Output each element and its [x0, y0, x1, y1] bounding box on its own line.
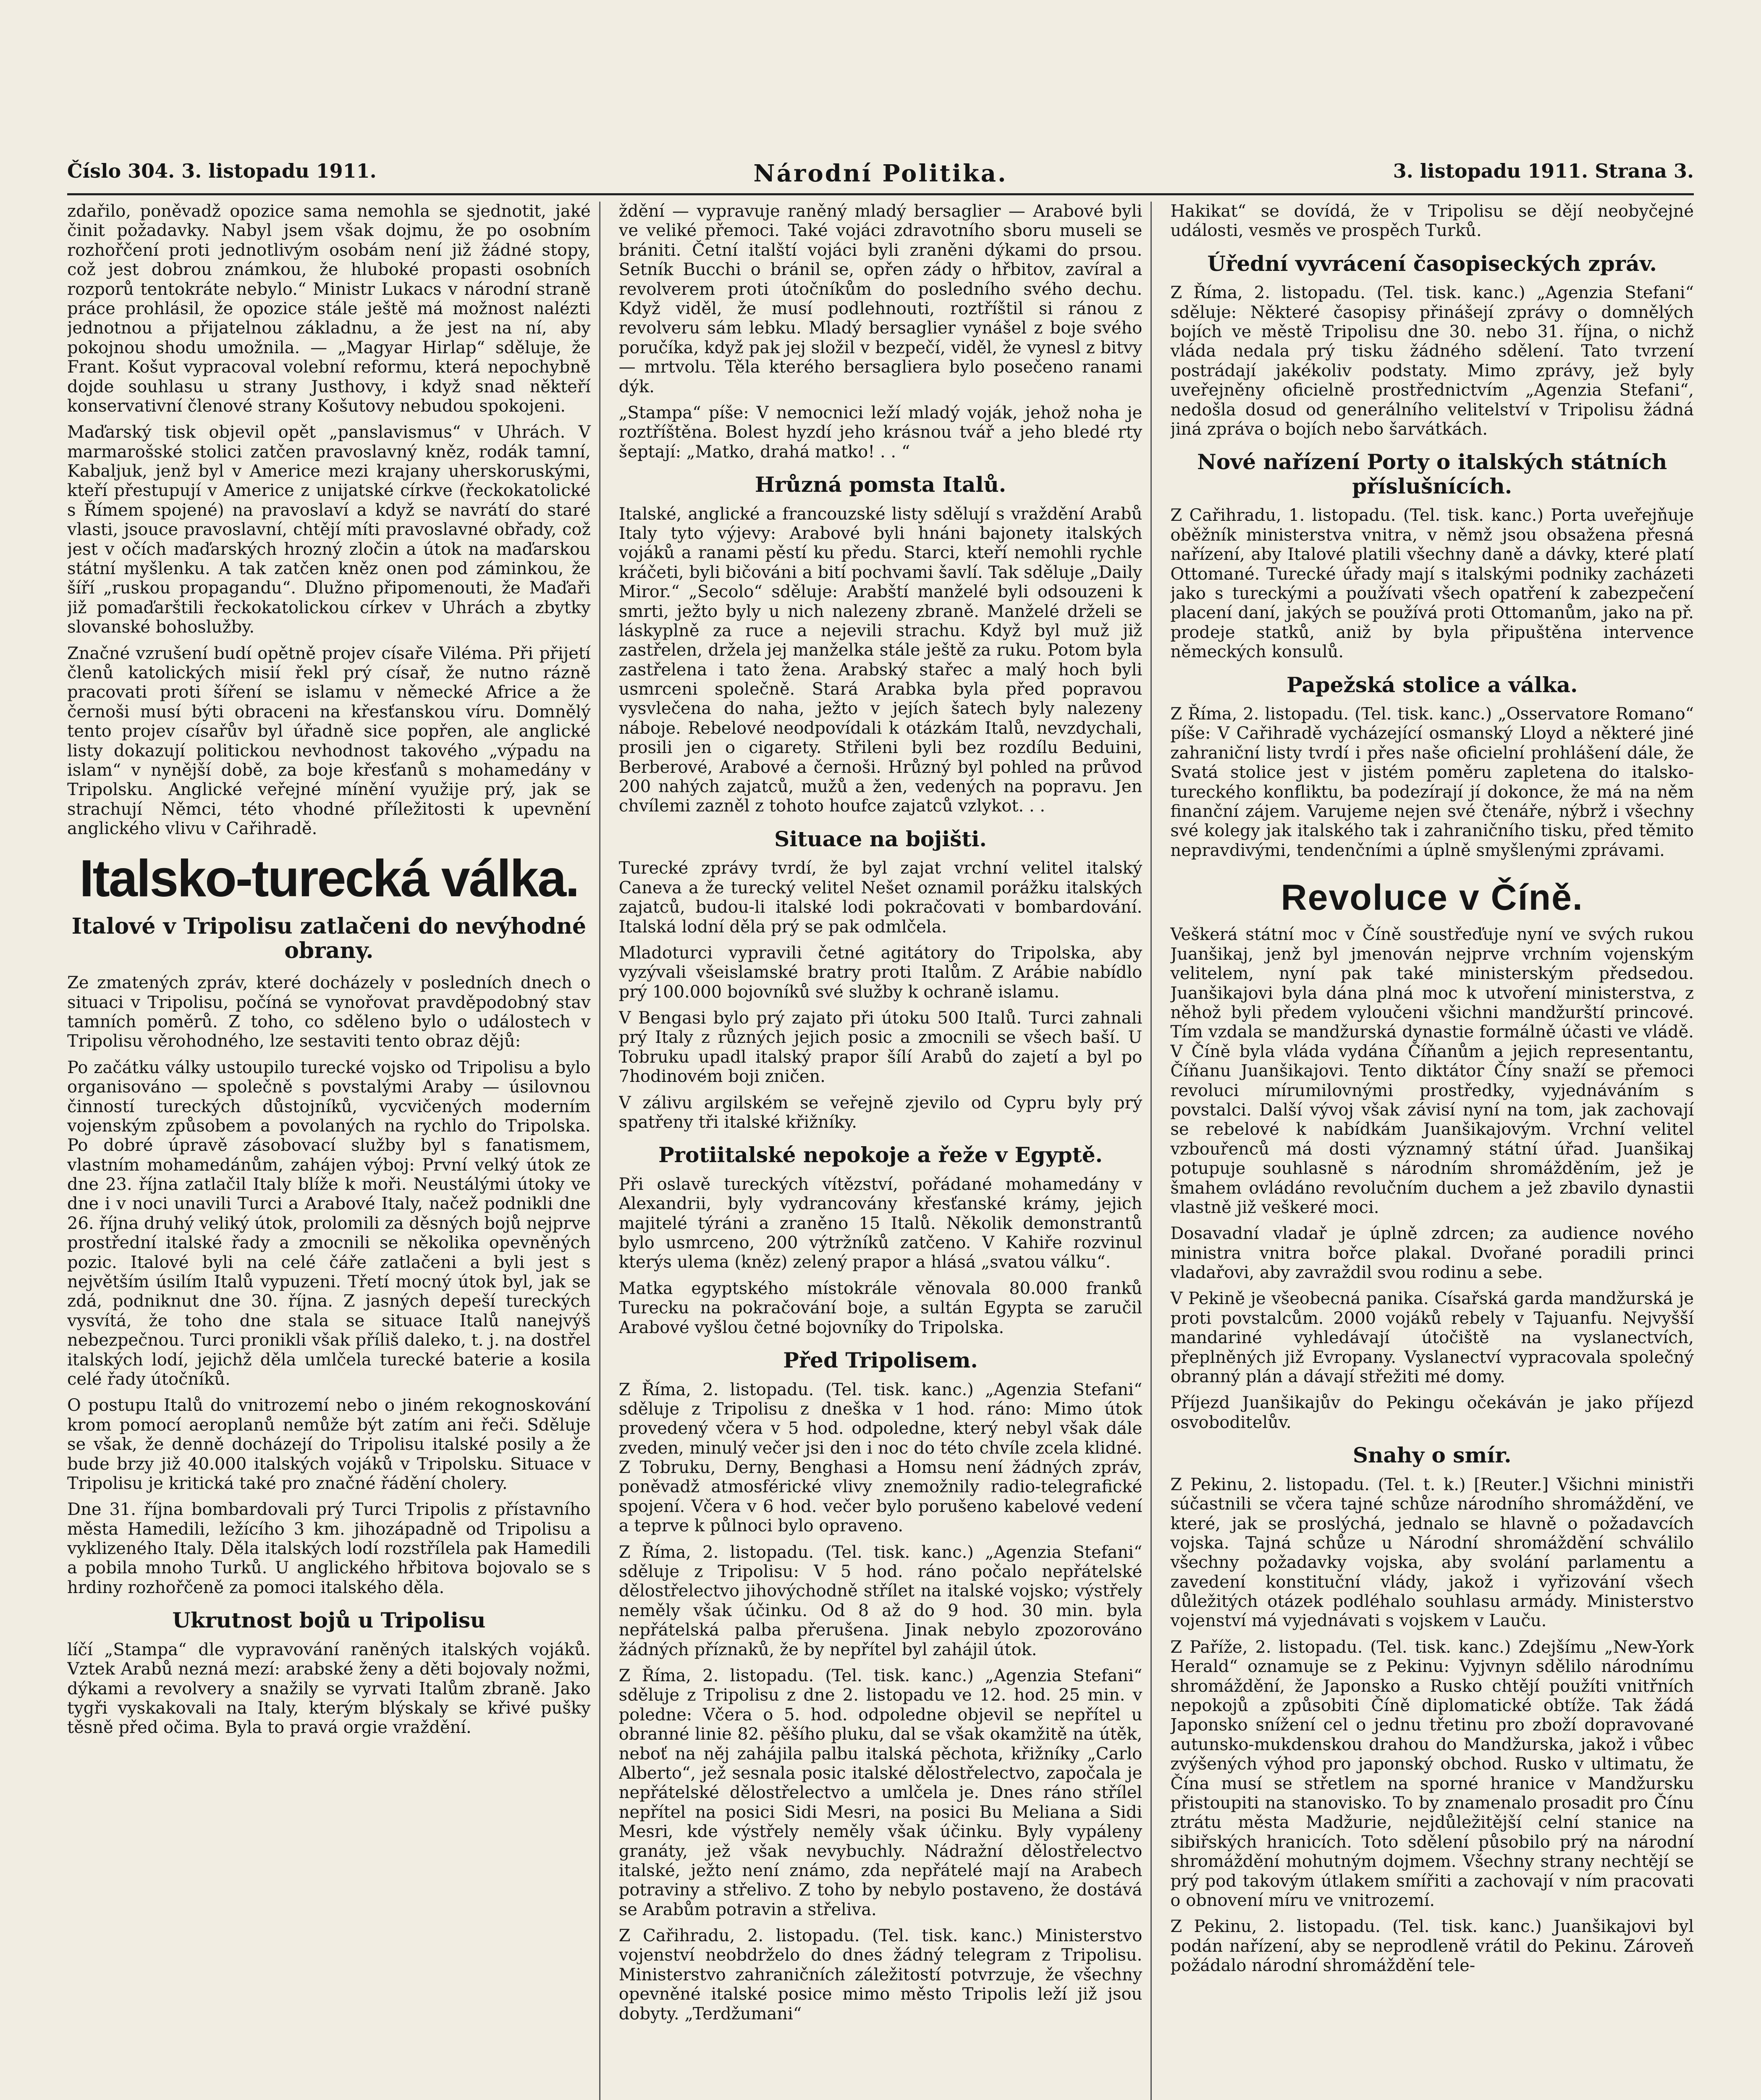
- paragraph: Dne 31. října bombardovali prý Turci Tripolis z přístavního města Hamedili, ležícího 3 km. jihozápadně od Tripolisu a vyklizeného Italy. Děla italských lodí rozstřílela pak Hamedili a pobila mnoho Turků. U anglického hřbitova bojovalo se s hrdiny rozhořčeně za pomoci italského děla.: [67, 1500, 591, 1597]
- paragraph: ždění — vypravuje raněný mladý bersaglier — Arabové byli ve veliké přemoci. Také vojáci zdravotního sboru museli se brániti. Četní italští vojáci byli zraněni dýkami do prsou. Setník Bucchi o bránil se, opřen zády o hřbitov, zavíral a revolverem proti útočníkům do posledního svého dechu. Když viděl, že musí podlehnouti, roztříštil si ránou z revolveru sám lebku. Mladý bersaglier vynášel z boje svého poručíka, když pak jej složil v bezpečí, viděl, že vynesl z bitvy — mrtvolu. Těla kterého bersagliera bylo posečeno ranami dýk.: [618, 202, 1143, 396]
- section-title-war: Italsko-turecká válka.: [79, 849, 579, 908]
- paragraph: Veškerá státní moc v Číně soustřeďuje nyní ve svých rukou Juanšikaj, jenž byl jmenován nejprve vrchním vojenským velitelem, nyní pak také ministerským předsedou. Juanšikajovi byla dána plná moc k utvoření ministerstva, z něhož byli předem vyloučeni všichni mandžurští princové. Tím vzdala se mandžurská dynastie formálně účasti ve vládě. V Číně byla vláda vydána Číňanům a jejich representantu, Číňanu Juanšikajovi. Tento diktátor Číny snaží se přemoci revoluci mírumilovnými prostředky, vyjednáváním s povstalci. Další vývoj však závisí nyní na tom, jak zachovají se rebelové k nabídkám Juanšikajovým. Vrchní velitel vzbouřenců má dosti významný státní úřad. Juanšikaj potupuje souhlasně s národním shromážděním, jež je šmahem ovládáno revolučním duchem a jež zbavilo dynastii vlastně již veškeré moci.: [1170, 925, 1694, 1217]
- column-left: [67, 202, 600, 2100]
- paragraph: V zálivu argilském se veřejně zjevilo od Cypru byly prý spatřeny tři italské křižníky.: [618, 1093, 1143, 1132]
- column-right: [1170, 202, 1694, 2100]
- paragraph: O postupu Italů do vnitrozemí nebo o jiném rekognoskování krom pomocí aeroplanů nemůže být zatím ani řeči. Sděluje se však, že denně docházejí do Tripolisu italské posily a že bude brzy již 40.000 italských vojáků v Tripolsku. Situace v Tripolisu je kritická také pro značné řádění cholery.: [67, 1396, 591, 1493]
- paragraph: Mladoturci vypravili četné agitátory do Tripolska, aby vyzývali všeislamské bratry proti Italům. Z Arábie nabídlo prý 100.000 bojovníků své služby k ochraně islamu.: [618, 943, 1143, 1002]
- column-middle: [619, 202, 1152, 2100]
- paragraph: Z Říma, 2. listopadu. (Tel. tisk. kanc.) „Osservatore Romano“ píše: V Cařihradě vycházející osmanský Lloyd a některé jiné zahraniční listy tvrdí i přes naše oficielní prohlášení dále, že Svatá stolice jest v jistém poměru zapletena do italsko-tureckého konfliktu, ba podezírají jí dokonce, že má na něm finanční zájem. Varujeme nejen své čtenáře, nýbrž i všechny své kolegy jak italského tak i zahraničního tisku, před těmito nepravdivými, tendenčními a úplně smyšlenými zprávami.: [1170, 704, 1694, 860]
- paragraph: „Stampa“ píše: V nemocnici leží mladý voják, jehož noha je roztříštěna. Bolest hyzdí jeho krásnou tvář a jeho bledé rty šeptají: „Matko, drahá matko! . . “: [618, 403, 1143, 462]
- subheading: Protiitalské nepokoje a řeže v Egyptě.: [658, 1142, 1103, 1168]
- paragraph: zdařilo, poněvadž opozice sama nemohla se sjednotit, jaké činit požadavky. Nabyl jsem však dojmu, že po osobním rozhořčení proti jednotlivým osobám není již žádné stopy, což jest dobrou známkou, že hluboké propasti osobních rozporů tentokráte nebylo.“ Ministr Lukacs v národní straně práce prohlásil, že opozice stále ještě má možnost nalézti jednotnou a přijatelnou základnu, a že jest na ní, aby pokojnou shodu umožnila. — „Magyar Hirlap“ sděluje, že Frant. Košut vypracoval volební reformu, která nepochybně dojde souhlasu u strany Justhovy, i když snad někteří konservativní členové strany Košutovy nebudou spokojeni.: [67, 202, 591, 416]
- paragraph: Příjezd Juanšikajův do Pekingu očekáván je jako příjezd osvoboditelův.: [1170, 1393, 1694, 1432]
- paragraph: Při oslavě tureckých vítězství, pořádané mohamedány v Alexandrii, byly vydrancovány křesťanské krámy, jejich majitelé týráni a zraněno 15 Italů. Několik demonstrantů bylo usmrceno, 200 výtržníků zatčeno. V Kahiře rozvinul kterýs ulema (kněz) zelený prapor a hlásá „svatou válku“.: [618, 1174, 1143, 1272]
- subheading: Úřední vyvrácení časopiseckých zpráv.: [1207, 251, 1657, 276]
- paragraph: V Pekině je všeobecná panika. Císařská garda mandžurská je proti povstalcům. 2000 vojáků rebely v Tajuanfu. Nejvyšší mandariné vyhledávají útočiště na vyslanectvích, přeplněných již Evropany. Vyslanectví vypracovala společný obranný plán a dávají střežiti mé domy.: [1170, 1289, 1694, 1387]
- paragraph: Z Paříže, 2. listopadu. (Tel. tisk. kanc.) Zdejšímu „New-York Herald“ oznamuje se z Pekinu: Vyjvnyn sdělilo národnímu shromáždění, že Japonsko a Rusko chtějí použíti vnitřních nepokojů a způsobiti Číně diplomatické obtíže. Tak žádá Japonsko snížení cel o jednu třetinu pro zboží dopravované autunsko-mukdenskou drahou do Mandžurska, jakož i vůbec zvýšených výhod pro japonský obchod. Rusko v ultimatu, že Čína musí se střetlem na sporné hranice v Mandžursku přistoupiti na stanovisko. To by znamenalo prosadit pro Čínu ztrátu města Madžurie, nejdůležitější celní stanice na sibiřských hranicích. Toto sdělení působilo prý na národní shromáždění mohutným dojmem. Všechny strany nechtějí se prý pod takovým útlakem smířiti a zachovají v ním pracovati o obnovení míru ve vnitrozemí.: [1170, 1637, 1694, 1910]
- subheading: Před Tripolisem.: [783, 1348, 978, 1373]
- paragraph: Z Cařihradu, 2. listopadu. (Tel. tisk. kanc.) Ministerstvo vojenství neobdrželo do dnes žádný telegram z Tripolisu. Ministerstvo zahraničních záležitostí potvrzuje, že všechny opevněné italské posice mimo město Tripolis leží již jsou dobyty. „Terdžumani“: [618, 1926, 1143, 2024]
- subheading: Snahy o smír.: [1352, 1443, 1512, 1468]
- paragraph: líčí „Stampa“ dle vypravování raněných italských vojáků. Vztek Arabů nezná mezí: arabské ženy a děti bojovaly nožmi, dýkami a revolvery a snažily se vyrvati Italům zbraně. Jako tygři vyskakovali na Italy, kterým blýskaly se křivé pušky těsně před očima. Byla to pravá orgie vraždění.: [67, 1640, 591, 1738]
- paragraph: Značné vzrušení budí opětně projev císaře Viléma. Při přijetí členů katolických misií řekl prý císař, že nutno rázně pracovati proti šíření se islamu v německé Africe a že černoši musí býti obraceni na křesťanskou víru. Domnělý tento projev císařův byl úřadně sice popřen, ale anglické listy dokazují politickou nevhodnost takového „výpadu na islam“ v nynější době, za boje křesťanů s mohamedány v Tripolsku. Anglické veřejné mínění využije prý, jak se strachují Němci, této vhodné příležitosti k upevnění anglického vlivu v Cařihradě.: [67, 643, 591, 839]
- subheading: Papežská stolice a válka.: [1287, 672, 1578, 697]
- paragraph: Po začátku války ustoupilo turecké vojsko od Tripolisu a bylo organisováno — společně s povstalými Araby — úsilovnou činností tureckých důstojníků, vycvičených moderním vojenským způsobem a povolaných na rychlo do Tripolska. Po dobré úpravě zásobovací služby byl s fanatismem, vlastním mohamedánům, zahájen výboj: První velký útok ze dne 23. října zatlačil Italy blíže k moři. Neustálými útoky ve dne i v noci unavili Turci a Arabové Italy, načež podnikli dne 26. října druhý veliký útok, prolomili za děsných bojů nejprve prostřední italské řady a zmocnili se několika opevněných pozic. Italové byli na celé čáře zatlačeni a byli jest s největším úsilím Italů vypuzeni. Třetí mocný útok byl, jak se zdá, podniknut dne 30. října. Z jasných depeší tureckých vysvítá, že toho dne stala se situace Italů nanejvýš nebezpečnou. Turci pronikli však příliš daleko, t. j. na dostřel italských lodí, jejichž děla umlčela turecké baterie a kosila celé řady útočníků.: [67, 1058, 591, 1389]
- paragraph: Z Pekinu, 2. listopadu. (Tel. t. k.) [Reuter.] Všichni ministři súčastnili se včera tajné schůze národního shromáždění, ve které, jak se proslýchá, jednalo se hlavně o požadavcích vojska. Tajná schůze u Národní shromáždění schválilo všechny požadavky vojska, aby svolání parlamentu a zavedení konstituční vlády, jakož i vyřizování všech důležitých otázek podléhalo souhlasu armády. Ministerstvo vojenství má vyjednávati s vojskem v Lauču.: [1170, 1475, 1694, 1631]
- paragraph: Italské, anglické a francouzské listy sdělují s vraždění Arabů Italy tyto výjevy: Arabové byli hnáni bajonety italských vojáků a ranami pěstí ku předu. Starci, kteří nemohli rychle kráčeti, byli bičováni a bití pochvami šavlí. Tak sděluje „Daily Miror.“ „Secolo“ sděluje: Arabští manželé byli odsouzeni k smrti, ježto byly u nich nalezeny zbraně. Manželé drželi se láskyplně za ruce a nejevili strachu. Když byl muž již zastřelen, držela jej manželka stále ještě za ruku. Potom byla zastřelena i tato žena. Arabský stařec a malý hoch byli usmrceni společně. Stará Arabka byla před popravou vysvlečena do naha, ježto v jejích šatech byly nalezeny náboje. Rebelové neodpovídali k otázkám Italů, nevzdychali, prosili jen o cigarety. Střileni byli bez rozdílu Beduini, Berberové, Arabové a černoši. Hrůzný byl pohled na průvod 200 nahých zajatců, mužů a žen, vedených na popravu. Jen chvílemi zazněl z tohoto houfce zajatců vzlykot. . .: [618, 504, 1143, 816]
- subheading: Italové v Tripolisu zatlačeni do nevýhodné obrany.: [71, 913, 586, 963]
- subheading: Hrůzná pomsta Italů.: [755, 472, 1006, 497]
- newspaper-title: Národní Politika.: [753, 160, 1008, 187]
- issue-info: Číslo 304. 3. listopadu 1911.: [67, 160, 377, 182]
- paragraph: Z Cařihradu, 1. listopadu. (Tel. tisk. kanc.) Porta uveřejňuje oběžník ministerstva vnitra, v němž jsou obsažena přesná nařízení, aby Italové platili všechny daně a dávky, které platí Ottomané. Turecké úřady mají s italskými podniky zacházeti jako s tureckými a používati všech opatření k zabezpečení placení daní, jakých se používá proti Ottomanům, jako na př. prodeje statků, aniž by byla připuštěna intervence německých konsulů.: [1170, 506, 1694, 662]
- subheading: Nové nařízení Porty o italských státních příslušnících.: [1197, 449, 1667, 499]
- paragraph: Z Říma, 2. listopadu. (Tel. tisk. kanc.) „Agenzia Stefani“ sděluje z Tripolisu: V 5 hod. ráno počalo nepřátelské dělostřelectvo jihovýchodně střílet na italské vojsko; výstřely neměly však účinku. Od 8 až do 9 hod. 30 min. byla nepřátelská palba přerušena. Jinak nebylo zpozorováno žádných příznaků, že by nepřítel byl zahájil útok.: [618, 1542, 1143, 1659]
- subheading: Situace na bojišti.: [774, 826, 987, 851]
- masthead: [67, 160, 1694, 195]
- paragraph: Matka egyptského místokrále věnovala 80.000 franků Turecku na pokračování boje, a sultán Egypta se zaručil Arabové vyšlou četné bojovníky do Tripolska.: [618, 1278, 1143, 1337]
- paragraph: Z Říma, 2. listopadu. (Tel. tisk. kanc.) „Agenzia Stefani“ sděluje z Tripolisu z dne 2. listopadu ve 12. hod. 25 min. v poledne: Včera o 5. hod. odpoledne objevil se nepřítel u obranné linie 82. pěšího pluku, dal se však okamžitě na útěk, neboť na něj zahájila palbu italská pěchota, křižníky „Carlo Alberto“, jež sesnala posic italské dělostřelectvo, započala je nepřátelské dělostřelectvo a umlčela je. Dnes ráno střílel nepřítel na posici Sidi Mesri, na posici Bu Meliana a Sidi Mesri, kde výstřely neměly však účinku. Byly vypáleny granáty, jež však nevybuchly. Nádražní dělostřelectvo italské, ježto není známo, zda nepřátelé mají na Arabech potraviny a střelivo. Z toho by nebylo postaveno, že dostává se Arabům potravin a střeliva.: [618, 1666, 1143, 1919]
- paragraph: Turecké zprávy tvrdí, že byl zajat vrchní velitel italský Caneva a že turecký velitel Nešet oznamil porážku italských zajatců, budou-li italské lodi pokračovati v bombardování. Italská lodní děla prý se pak odmlčela.: [618, 858, 1143, 937]
- paragraph: Maďarský tisk objevil opět „panslavismus“ v Uhrách. V marmarošské stolici zatčen pravoslavný kněz, rodák tamní, Kabaljuk, jenž byl v Americe mezi krajany uherskoruskými, kteří přestupují v Americe z unijatské církve (řeckokatolické s Římem spojené) na pravoslaví a když se navrátí do staré vlasti, jsouce pravoslavní, chtějí míti pravoslavné obřady, což jest v očích maďarských hrozný zločin a útok na maďarskou státní myšlenku. A tak zatčen kněz onen pod záminkou, že šíří „ruskou propagandu“. Dlužno připomenouti, že Maďaři již pomaďarštili řeckokatolickou církev v Uhrách a zbytky slovanské bohoslužby.: [67, 423, 591, 637]
- paragraph: Dosavadní vladař je úplně zdrcen; za audience nového ministra vnitra bořce plakal. Dvořané poradili princi vladařovi, aby zavraždil svou rodinu a sebe.: [1170, 1224, 1694, 1283]
- paragraph: Z Říma, 2. listopadu. (Tel. tisk. kanc.) „Agenzia Stefani“ sděluje z Tripolisu z dneška v 1 hod. ráno: Mimo útok provedený včera v 5 hod. odpoledne, který nebyl však dále zveden, minulý večer jsi den i noc do této chvíle zcela klidné. Z Tobruku, Derny, Benghasi a Homsu není žádných zpráv, poněvadž atmosférické vlivy znemožnily radio-telegrafické spojení. Včera v 6 hod. večer bylo porušeno kabelové vedení a teprve k půlnoci bylo opraveno.: [618, 1380, 1143, 1536]
- subheading: Ukrutnost bojů u Tripolisu: [172, 1608, 486, 1633]
- page-info: 3. listopadu 1911. Strana 3.: [1393, 160, 1694, 182]
- paragraph: Hakikat“ se dovídá, že v Tripolisu se dějí neobyčejné události, vesměs ve prospěch Turků.: [1170, 202, 1694, 241]
- paragraph: Ze zmatených zpráv, které docházely v posledních dnech o situaci v Tripolisu, počíná se vynořovat pravděpodobný stav tamních poměrů. Z toho, co sděleno bylo o událostech v Tripolisu věrohodného, lze sestaviti tento obraz dějů:: [67, 973, 591, 1051]
- paragraph: Z Pekinu, 2. listopadu. (Tel. tisk. kanc.) Juanšikajovi byl podán nařízení, aby se neprodleně vrátil do Pekinu. Zároveň požádalo národní shromáždění tele-: [1170, 1917, 1694, 1976]
- section-title-china: Revoluce v Číně.: [1281, 877, 1583, 918]
- paragraph: V Bengasi bylo prý zajato při útoku 500 Italů. Turci zahnali prý Italy z různých jejich posic a zmocnili se všech baší. U Tobruku upadl italský prapor šílí Arabů do zajetí a byl po 7hodinovém boji zničen.: [618, 1008, 1143, 1087]
- article-columns: [67, 202, 1694, 2100]
- paragraph: Z Říma, 2. listopadu. (Tel. tisk. kanc.) „Agenzia Stefani“ sděluje: Některé časopisy přinášejí zprávy o domnělých bojích ve městě Tripolisu dne 30. nebo 31. října, o nichž vláda nedala prý tisku žádného sdělení. Tato tvrzení postrádají jakékoliv podstaty. Mimo zprávy, jež byly uveřejněny oficielně prostřednictvím „Agenzia Stefani“, nedošla dosud od generálního velitelství v Tripolisu žádná jiná zpráva o bojích nebo šarvátkách.: [1170, 283, 1694, 439]
